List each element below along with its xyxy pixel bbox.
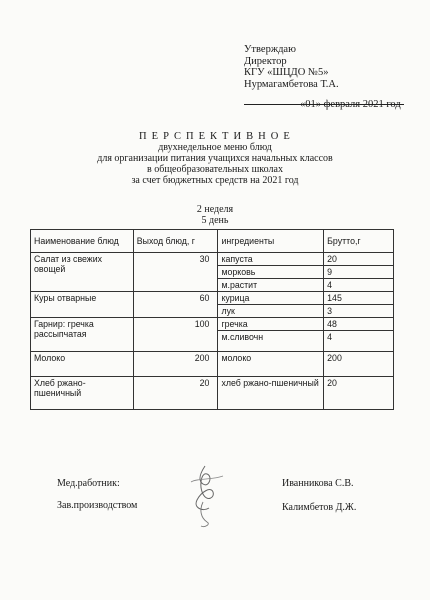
dish-yield: 30 xyxy=(133,253,218,292)
column-header: Выход блюд, г xyxy=(133,230,218,253)
dish-name: Гарнир: гречка рассыпчатая xyxy=(31,318,134,352)
ingredient-weight: 4 xyxy=(324,279,394,292)
dish-yield: 100 xyxy=(133,318,218,352)
approval-position: Директор xyxy=(244,55,287,67)
ingredient-name: курица xyxy=(218,292,324,305)
dish-name: Молоко xyxy=(31,352,134,377)
production-head-name: Калимбетов Д.Ж. xyxy=(282,502,357,513)
dish-name: Хлеб ржано-пшеничный xyxy=(31,377,134,410)
approval-line: Утверждаю xyxy=(244,44,296,55)
ingredient-name: м.растит xyxy=(218,279,324,292)
column-header: Наименование блюд xyxy=(31,230,134,253)
ingredient-name: гречка xyxy=(218,318,324,331)
dish-yield: 200 xyxy=(133,352,218,377)
day-label: 5 день xyxy=(201,215,229,226)
table-header-row xyxy=(31,230,394,253)
table-row xyxy=(31,377,394,410)
week-label: 2 неделя xyxy=(196,204,234,215)
ingredient-weight: 200 xyxy=(324,352,394,377)
period-block xyxy=(0,204,430,226)
approval-date: «01» февраля 2021 год xyxy=(300,99,401,110)
ingredient-name: лук xyxy=(218,305,324,318)
approval-org: КГУ «ШЦДО №5» xyxy=(244,67,329,78)
title-line: за счет бюджетных средств на 2021 год xyxy=(131,175,299,186)
dish-yield: 60 xyxy=(133,292,218,318)
ingredient-weight: 3 xyxy=(324,305,394,318)
menu-table xyxy=(30,229,394,410)
ingredient-name: м.сливочн xyxy=(218,331,324,352)
title-heading: П Е Р С П Е К Т И В Н О Е xyxy=(139,131,291,142)
title-line: в общеобразовательных школах xyxy=(147,164,283,175)
table-row xyxy=(31,292,394,305)
table-row xyxy=(31,318,394,331)
approval-name: Нурмагамбетова Т.А. xyxy=(244,78,339,90)
ingredient-weight: 20 xyxy=(324,377,394,410)
handwritten-signature-icon xyxy=(183,462,233,532)
table-row xyxy=(31,352,394,377)
med-worker-name: Иванникова С.В. xyxy=(282,478,354,489)
ingredient-name: хлеб ржано-пшеничный xyxy=(218,377,324,410)
dish-yield: 20 xyxy=(133,377,218,410)
ingredient-weight: 20 xyxy=(324,253,394,266)
ingredient-weight: 145 xyxy=(324,292,394,305)
approval-block xyxy=(244,44,339,90)
column-header: Брутто,г xyxy=(324,230,394,253)
ingredient-weight: 48 xyxy=(324,318,394,331)
dish-name: Куры отварные xyxy=(31,292,134,318)
title-line: для организации питания учащихся начальных классов xyxy=(97,153,333,164)
title-line: двухнедельное меню блюд xyxy=(158,142,272,153)
ingredient-weight: 9 xyxy=(324,266,394,279)
table-row xyxy=(31,253,394,266)
ingredient-name: морковь xyxy=(218,266,324,279)
ingredient-name: молоко xyxy=(218,352,324,377)
document-title xyxy=(0,131,430,186)
dish-name: Салат из свежих овощей xyxy=(31,253,134,292)
ingredient-name: капуста xyxy=(218,253,324,266)
column-header: ингредиенты xyxy=(218,230,324,253)
production-head-label: Зав.производством xyxy=(57,500,138,511)
med-worker-label: Мед.работник: xyxy=(57,478,120,489)
ingredient-weight: 4 xyxy=(324,331,394,352)
